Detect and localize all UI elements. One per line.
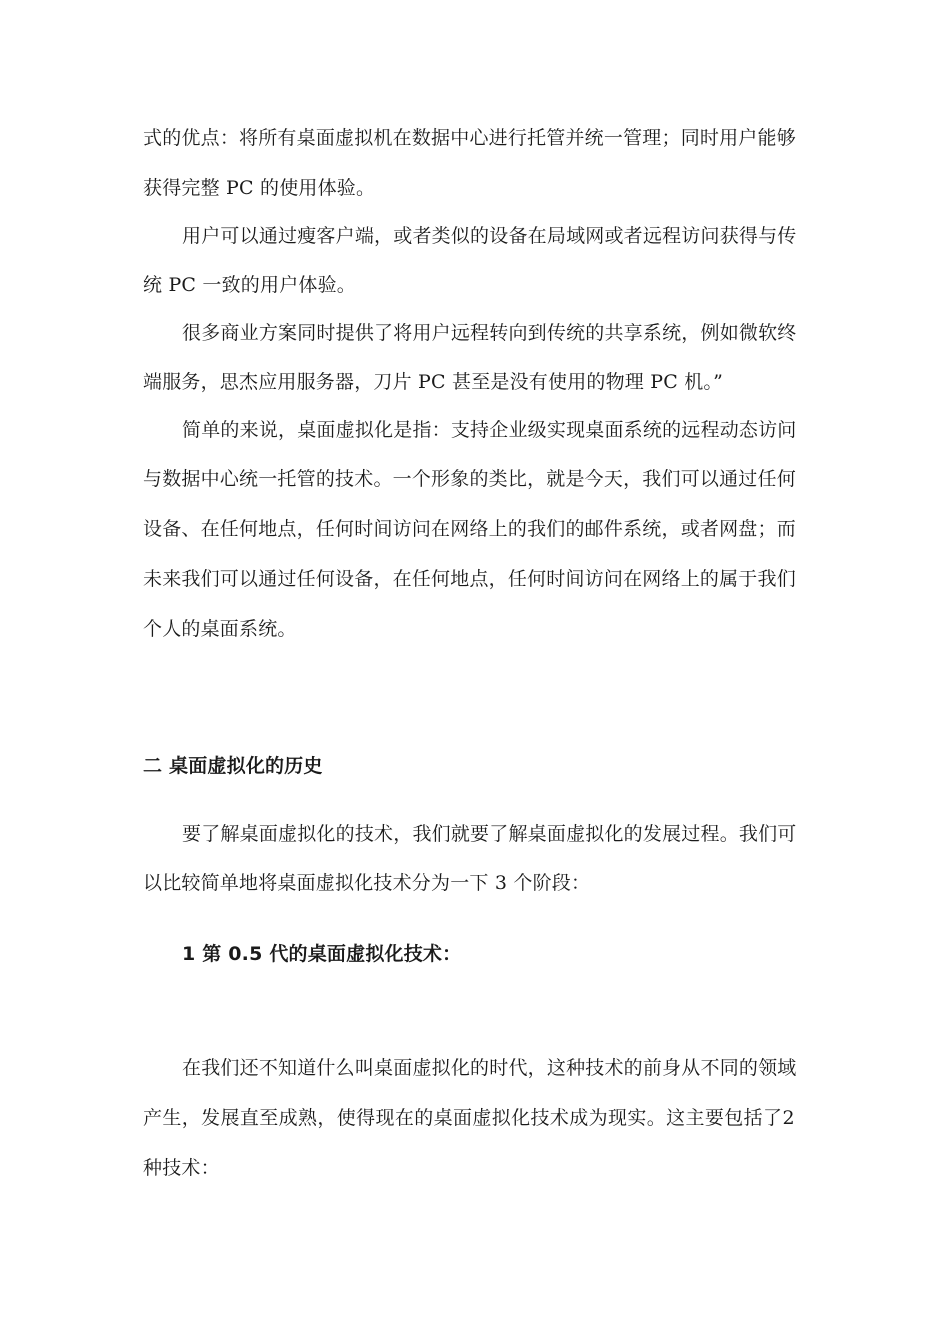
body-text-line: 产 生 ， 发 展 直 至 成 熟 ， 使 得 现 在 的 桌 面 虚 拟 化 技 术 成 为 现 实 。 这 主 要 包 括 了 2 [143, 1107, 795, 1129]
body-text-line: 统 PC 一致的用户体验。 [143, 274, 357, 296]
body-text-line: 设 备 、 在 任 何 地 点 ， 任 何 时 间 访 问 在 网 络 上 的 我 们 的 邮 件 系 统 ， 或 者 网 盘 ； 而 [143, 518, 796, 540]
body-text-line: 端服务，思杰应用服务器，刀片 PC 甚至是没有使用的物理 PC 机。” [143, 371, 724, 393]
body-text-line: 种技术： [143, 1157, 220, 1179]
section-heading: 二 桌面虚拟化的历史 [143, 755, 323, 777]
body-text-line: 在 我 们 还 不 知 道 什 么 叫 桌 面 虚 拟 化 的 时 代 ， 这 种 技 术 的 前 身 从 不 同 的 领 域 [182, 1057, 797, 1079]
body-text-line: 以比较简单地将桌面虚拟化技术分为一下 3 个阶段： [143, 872, 591, 894]
body-text-line: 式 的 优 点 ： 将 所 有 桌 面 虚 拟 机 在 数 据 中 心 进 行 托 管 并 统 一 管 理 ； 同 时 用 户 能 够 [143, 127, 796, 149]
body-text-line: 要 了 解 桌 面 虚 拟 化 的 技 术 ， 我 们 就 要 了 解 桌 面 虚 拟 化 的 发 展 过 程 。 我 们 可 [182, 823, 797, 845]
body-text-line: 与 数 据 中 心 统 一 托 管 的 技 术 。 一 个 形 象 的 类 比 ， 就 是 今 天 ， 我 们 可 以 通 过 任 何 [143, 468, 796, 490]
body-text-line: 未 来 我 们 可 以 通 过 任 何 设 备 ， 在 任 何 地 点 ， 任 何 时 间 访 问 在 网 络 上 的 属 于 我 们 [143, 568, 796, 590]
body-text-line: 获得完整 PC 的使用体验。 [143, 177, 376, 199]
body-text-line: 个人的桌面系统。 [143, 618, 297, 640]
body-text-line: 很 多 商 业 方 案 同 时 提 供 了 将 用 户 远 程 转 向 到 传 统 的 共 享 系 统 ， 例 如 微 软 终 [182, 322, 797, 344]
body-text-line: 用 户 可 以 通 过 瘦 客 户 端 ， 或 者 类 似 的 设 备 在 局 域 网 或 者 远 程 访 问 获 得 与 传 [182, 225, 797, 247]
body-text-line: 简 单 的 来 说 ， 桌 面 虚 拟 化 是 指 ： 支 持 企 业 级 实 现 桌 面 系 统 的 远 程 动 态 访 问 [182, 419, 797, 441]
subsection-heading: 1 第 0.5 代的桌面虚拟化技术： [182, 943, 462, 965]
